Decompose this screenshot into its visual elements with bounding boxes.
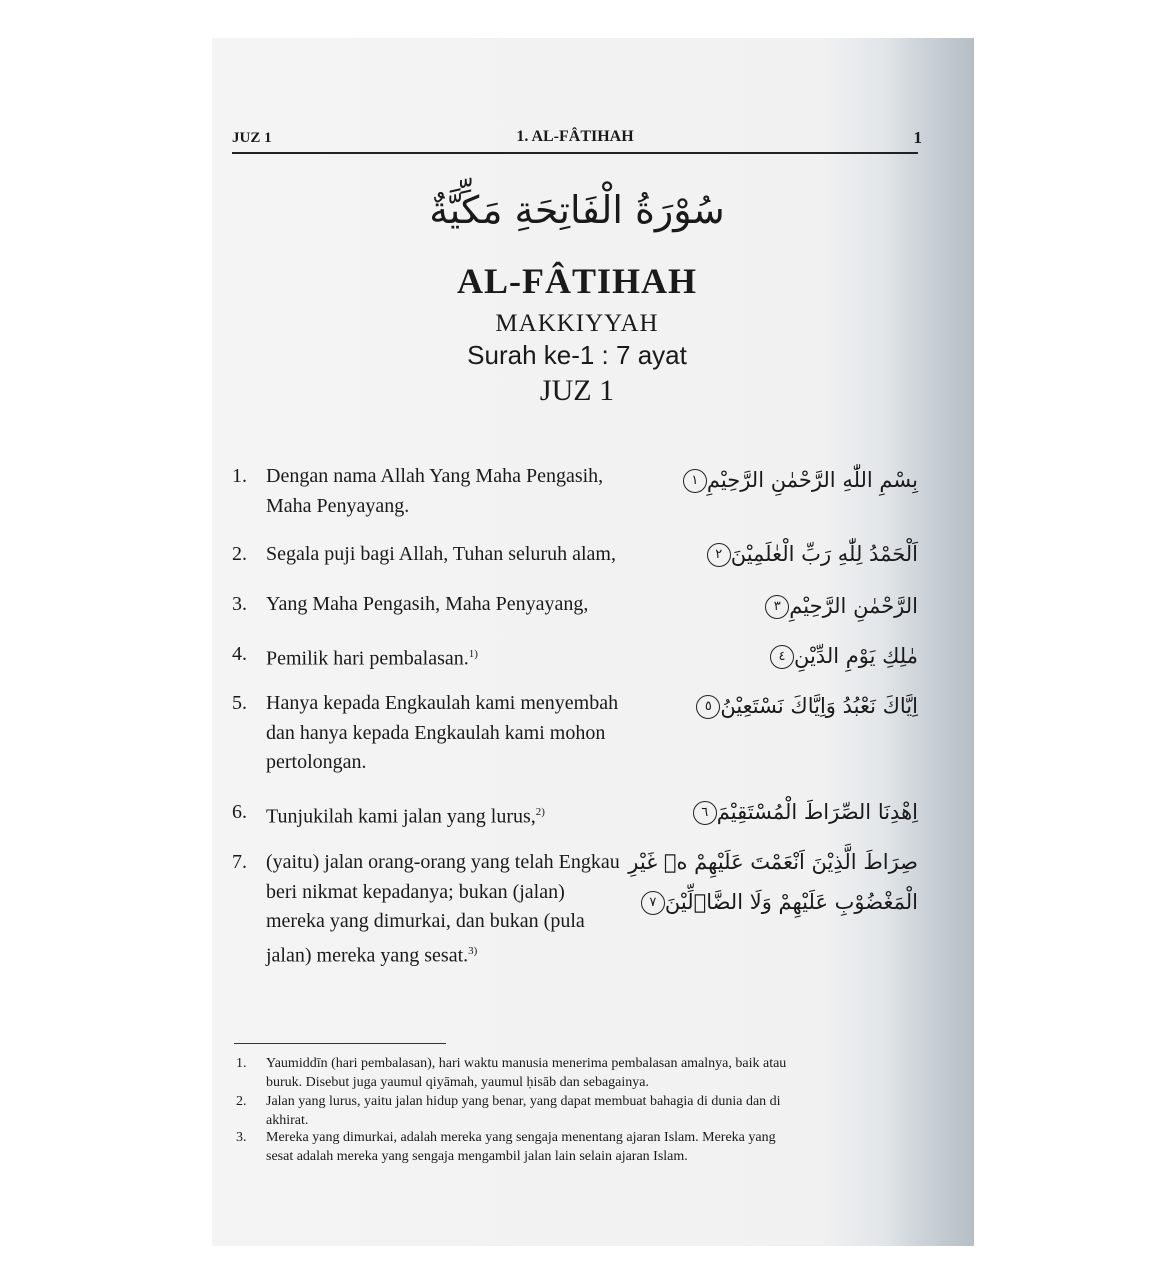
arabic-text: اِيَّاكَ نَعْبُدُ وَاِيَّاكَ نَسْتَعِيْنُ xyxy=(720,694,918,718)
ayah-marker: ٢ xyxy=(707,543,731,567)
verse-line: beri nikmat kepadanya; bukan (jalan) xyxy=(266,880,565,903)
verse-3-arabic xyxy=(761,594,918,619)
verse-line: Tunjukilah kami jalan yang lurus, xyxy=(266,805,536,828)
verse-4-arabic xyxy=(766,644,918,669)
verse-2-arabic xyxy=(703,542,918,567)
verse-5-translation xyxy=(232,689,672,779)
verse-line: Hanya kepada Engkaulah kami menyembah xyxy=(266,692,619,714)
verse-1-arabic xyxy=(679,468,918,493)
surah-name: AL-FÂTIHAH xyxy=(456,261,697,301)
ayah-marker: ١ xyxy=(683,469,707,493)
ayah-marker: ٤ xyxy=(770,645,794,669)
verse-2-translation xyxy=(232,540,672,570)
footnote-line: akhirat. xyxy=(266,1113,309,1128)
footnote-line: sesat adalah mereka yang sengaja mengambil jalan lain selain ajaran Islam. xyxy=(266,1149,688,1164)
page-number: 1 xyxy=(913,128,922,147)
ayah-marker: ٧ xyxy=(641,891,665,915)
verse-number: 6. xyxy=(232,801,247,823)
footnote-line: buruk. Disebut juga yaumul qiyāmah, yaumul ḥisāb dan sebagainya. xyxy=(266,1075,649,1090)
verse-line: Pemilik hari pembalasan. xyxy=(266,647,469,670)
verse-number: 7. xyxy=(232,851,247,873)
verse-7-arabic-line-1 xyxy=(628,850,918,874)
ayah-marker: ٣ xyxy=(765,595,789,619)
verse-number: 3. xyxy=(232,593,247,615)
verse-number: 5. xyxy=(232,692,247,714)
verse-line: jalan) mereka yang sesat. xyxy=(266,944,469,967)
arabic-text: بِسْمِ اللّٰهِ الرَّحْمٰنِ الرَّحِيْمِ xyxy=(706,468,918,492)
verse-4-translation xyxy=(232,640,672,670)
surah-type: MAKKIYYAH xyxy=(495,310,659,337)
footnote-number: 3. xyxy=(236,1130,247,1145)
verse-line: mereka yang dimurkai, dan bukan (pula xyxy=(266,910,585,932)
verse-line: dan hanya kepada Engkaulah kami mohon xyxy=(266,721,606,744)
footnote-line: Yaumiddīn (hari pembalasan), hari waktu manusia menerima pembalasan amalnya, baik atau xyxy=(266,1056,787,1071)
header-juz: JUZ 1 xyxy=(232,130,272,146)
verse-number: 1. xyxy=(232,465,247,487)
arabic-text: اِهْدِنَا الصِّرَاطَ الْمُسْتَقِيْمَ xyxy=(716,800,918,824)
verse-5-arabic xyxy=(692,694,918,719)
juz-label: JUZ 1 xyxy=(539,374,615,407)
book-page xyxy=(212,38,974,1246)
arabic-text: اَلْحَمْدُ لِلّٰهِ رَبِّ الْعٰلَمِيْنَ xyxy=(730,542,918,566)
arabic-text: صِرَاطَ الَّذِيْنَ اَنْعَمْتَ عَلَيْهِمْ ەۙ غَيْرِ xyxy=(628,850,918,874)
ayah-marker: ٦ xyxy=(693,801,717,825)
verse-6-arabic xyxy=(689,800,918,825)
footnote-line: Jalan yang lurus, yaitu jalan hidup yang benar, yang dapat membuat bahagia di dunia dan di xyxy=(266,1094,781,1109)
verse-line: Dengan nama Allah Yang Maha Pengasih, xyxy=(266,465,604,487)
arabic-surah-title: سُوْرَةُ الْفَاتِحَةِ مَكِّيَّةٌ xyxy=(429,188,725,232)
verse-6-translation xyxy=(232,798,672,828)
footnote-line: Mereka yang dimurkai, adalah mereka yang sengaja menentang ajaran Islam. Mereka yang xyxy=(266,1130,776,1145)
footnote-number: 2. xyxy=(236,1094,247,1109)
verse-number: 4. xyxy=(232,643,247,665)
surah-info: Surah ke-1 : 7 ayat xyxy=(467,340,687,370)
verse-3-translation xyxy=(232,590,672,620)
header-surah-title: 1. AL-FÂTIHAH xyxy=(516,128,634,145)
running-header xyxy=(232,128,922,154)
verse-line: (yaitu) jalan orang-orang yang telah Engkau xyxy=(266,851,620,873)
arabic-text: الْمَغْضُوْبِ عَلَيْهِمْ وَلَا الضَّاۤلِّيْنَ xyxy=(664,890,918,914)
verse-line: Segala puji bagi Allah, Tuhan seluruh alam, xyxy=(266,543,616,565)
verse-line: Maha Penyayang. xyxy=(266,494,410,517)
verse-7-arabic-line-2 xyxy=(637,890,918,915)
footnote-ref: 3) xyxy=(468,944,478,957)
arabic-text: مٰلِكِ يَوْمِ الدِّيْنِ xyxy=(793,644,918,668)
arabic-text: الرَّحْمٰنِ الرَّحِيْمِ xyxy=(789,594,918,618)
verse-line: pertolongan. xyxy=(266,751,367,773)
footnote-divider xyxy=(234,1043,446,1044)
ayah-marker: ٥ xyxy=(696,695,720,719)
verse-7-translation xyxy=(232,848,672,968)
footnote-number: 1. xyxy=(236,1056,247,1071)
verse-1-translation xyxy=(232,462,672,522)
verse-line: Yang Maha Pengasih, Maha Penyayang, xyxy=(266,593,589,615)
footnote-ref: 1) xyxy=(468,648,478,660)
footnote-ref: 2) xyxy=(535,806,545,818)
verse-number: 2. xyxy=(232,543,247,565)
